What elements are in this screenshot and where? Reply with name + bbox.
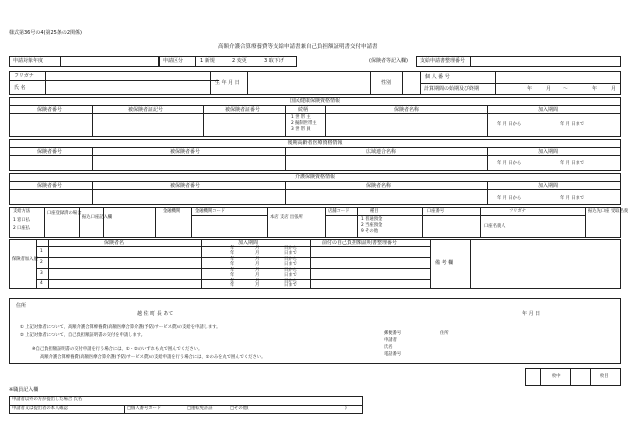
account-kind-other[interactable]: 9 その他	[361, 229, 378, 234]
history-row1-to: 日まで	[284, 251, 297, 256]
form-title: 高額介護合算療養費等支給申請書兼自己負担額証明書交付申請書	[218, 44, 378, 50]
page-nth-label: 枚目	[600, 374, 609, 379]
period-start-month: 月	[546, 86, 552, 92]
staff-row-1: 申請者以外の方が提出した場合 氏名	[12, 397, 83, 402]
form-number: 様式第36号の4(第25条の2関係)	[9, 30, 82, 36]
account-registered-label: 口座登録済の場合	[47, 211, 82, 216]
history-row2-to: 日まで	[284, 262, 297, 267]
history-row4-from: 日から	[284, 279, 297, 284]
declaration-line-2: ② 上記対象者について、自己負担額証明書の交付を申請します。	[20, 333, 146, 338]
history-row1-from: 日から	[284, 246, 297, 251]
branch-code-label: 店舗コード	[328, 209, 350, 214]
history-row4-from-year: 年	[230, 279, 235, 284]
history-row2-to-month: 月	[255, 262, 260, 267]
applicant-zip-label: 郵便番号	[384, 331, 402, 336]
history-row4-to-year: 年	[230, 283, 235, 288]
history-row2-from-month: 月	[255, 257, 260, 262]
furigana-label: フリガナ	[14, 73, 34, 79]
nhi-insurer-no-label: 保険者番号	[37, 107, 63, 113]
nhi-relation-head[interactable]: 1 世 帯 主	[291, 115, 311, 120]
category-option-change[interactable]: 2 変更	[232, 58, 247, 64]
account-kind-ordinary[interactable]: 1 普通預金	[361, 217, 383, 222]
id-check-other[interactable]: □その他(	[230, 406, 249, 411]
history-row1-to-year: 年	[230, 251, 235, 256]
history-row-4: 4	[40, 281, 43, 286]
declaration-note-2: 高額介護合算療養費(高額医療合算介護(予防)サービス費)の支給申請を行う場合には、①のみを丸で囲んでください。	[40, 355, 266, 360]
declaration-line-1: ① 上記対象者について、高額介護合算療養費(高額医療合算介護(予防)サービス費)の支給を申請します。	[20, 325, 221, 330]
individual-number-label: 個 人 番 号	[425, 74, 450, 80]
applicant-sign-name: 氏名	[384, 345, 393, 350]
declaration-address-label: 住所	[16, 303, 27, 309]
history-row1-from-year: 年	[230, 246, 235, 251]
addressee-mayor: 越 佐 町 長 あて	[137, 311, 174, 317]
care-insurer-no-label: 保険者番号	[37, 183, 63, 189]
remarks-label: 備 考 欄	[435, 260, 454, 266]
period-end-year: 年	[592, 86, 598, 92]
history-row-2: 2	[40, 260, 43, 265]
history-insurer-name-label: 保険者名	[104, 240, 125, 246]
history-row3-to-month: 月	[255, 273, 260, 278]
history-row-3: 3	[40, 271, 43, 276]
care-insurer-name-label: 保険者名称	[366, 183, 392, 189]
elderly-number-label: 被保険者番号	[170, 149, 201, 155]
pay-method-account[interactable]: 2 口座払	[13, 226, 30, 231]
category-option-withdraw[interactable]: 3 取下げ	[264, 58, 284, 64]
history-row2-from: 日から	[284, 257, 297, 262]
period-tilde: ～	[563, 86, 569, 92]
history-label: 保険者加入歴	[12, 257, 38, 262]
transfer-account-label: 振込口座記入欄	[82, 215, 113, 220]
history-row3-from: 日から	[284, 268, 297, 273]
history-period-label: 加入期間	[238, 240, 259, 246]
history-row3-to-year: 年	[230, 273, 235, 278]
elderly-union-label: 広域連合名称	[366, 149, 397, 155]
category-option-new[interactable]: 1 新規	[200, 58, 215, 64]
nhi-number-label: 被保険者証番号	[225, 107, 261, 113]
staff-row-2: 申請者又は提出者の本人確認	[12, 406, 68, 411]
transfer-dest-label: 振込先口座 受取名義	[588, 209, 629, 214]
financial-code-label: 金融機関コード	[195, 209, 226, 214]
care-period-label: 加入期間	[538, 183, 559, 189]
care-section-title: 介護保険資格情報	[294, 174, 335, 180]
pay-method-window[interactable]: 1 窓口払	[13, 218, 30, 223]
calc-period-label: 計算期間の始期及び終期	[424, 86, 480, 92]
nhi-period-from: 年 月 日から	[497, 122, 522, 127]
nhi-relation-member[interactable]: 3 世 帯 員	[291, 127, 311, 132]
applicant-phone-label: 電話番号	[384, 352, 402, 357]
target-year-label: 申請対象年度	[13, 58, 44, 64]
care-period-to: 年 月 日まで	[560, 196, 585, 201]
elderly-period-to: 年 月 日まで	[560, 161, 585, 166]
history-row1-to-month: 月	[255, 251, 260, 256]
history-row2-to-year: 年	[230, 262, 235, 267]
birthdate-label: 生 年 月 日	[215, 80, 240, 86]
insurer-entry-label: (保険者等記入欄)	[369, 58, 408, 64]
nhi-symbol-label: 被保険者証記号	[128, 107, 164, 113]
nhi-relation-pseudo[interactable]: 2 擬制世帯主	[291, 121, 317, 126]
id-check-other-close: )	[345, 406, 347, 411]
elderly-period-from: 年 月 日から	[497, 161, 522, 166]
sex-label: 性別	[381, 80, 392, 86]
care-number-label: 被保険者番号	[170, 183, 201, 189]
nhi-period-label: 加入期間	[538, 107, 559, 113]
applicant-address-label: 住所	[440, 331, 449, 336]
history-row4-from-month: 月	[255, 279, 260, 284]
account-holder-label: 口座名義人	[484, 224, 506, 229]
category-label: 申請区分	[163, 58, 184, 64]
history-row4-to-month: 月	[255, 283, 260, 288]
bank-section	[9, 207, 621, 238]
nhi-period-to: 年 月 日まで	[560, 122, 585, 127]
care-period-from: 年 月 日から	[497, 196, 522, 201]
id-check-mynumber[interactable]: □個人番号カード	[127, 406, 162, 411]
holder-furigana-label: フリガナ	[509, 209, 526, 214]
history-row1-from-month: 月	[255, 246, 260, 251]
applicant-name-label: 氏 名	[14, 85, 26, 91]
financial-institution-label: 金融機関	[163, 209, 181, 214]
history-row-1: 1	[40, 249, 43, 254]
nhi-insurer-name-label: 保険者名称	[394, 107, 420, 113]
applicant-sign-label: 申請者	[384, 338, 397, 343]
history-cert-no-label: 前付の自己負担額証明書整理番号	[322, 240, 398, 246]
account-kind-label: 種目	[370, 209, 379, 214]
pay-method-label: 支給方法	[13, 209, 31, 214]
elderly-period-label: 加入期間	[538, 149, 559, 155]
history-row2-from-year: 年	[230, 257, 235, 262]
period-start-year: 年	[527, 86, 533, 92]
elderly-section-title: 後期高齢者医療資格情報	[287, 140, 343, 146]
history-row4-to: 日まで	[284, 283, 297, 288]
nhi-section-title: 国民健康保険資格情報	[289, 98, 340, 104]
history-row3-from-year: 年	[230, 268, 235, 273]
declaration-date: 年 月 日	[522, 311, 541, 317]
branch-type-label: 本店 支店 出張所	[270, 215, 303, 220]
staff-use-title: ※職員記入欄	[9, 387, 39, 393]
account-kind-current[interactable]: 2 当座預金	[361, 223, 383, 228]
declaration-note-1: ※自己負担額証明書の交付申請を行う場合には、①・②のいずれも丸で囲んでください。	[32, 347, 203, 352]
account-number-label: 口座番号	[427, 209, 445, 214]
elderly-insurer-no-label: 保険者番号	[37, 149, 63, 155]
history-row3-to: 日まで	[284, 273, 297, 278]
nhi-relation-label: 続柄	[298, 107, 309, 113]
support-number-label: 支給申請書整理番号	[420, 58, 466, 64]
id-check-license[interactable]: □運転免許証	[187, 406, 213, 411]
page-of-label: 枚中	[552, 374, 561, 379]
period-end-month: 月	[611, 86, 617, 92]
history-row3-from-month: 月	[255, 268, 260, 273]
